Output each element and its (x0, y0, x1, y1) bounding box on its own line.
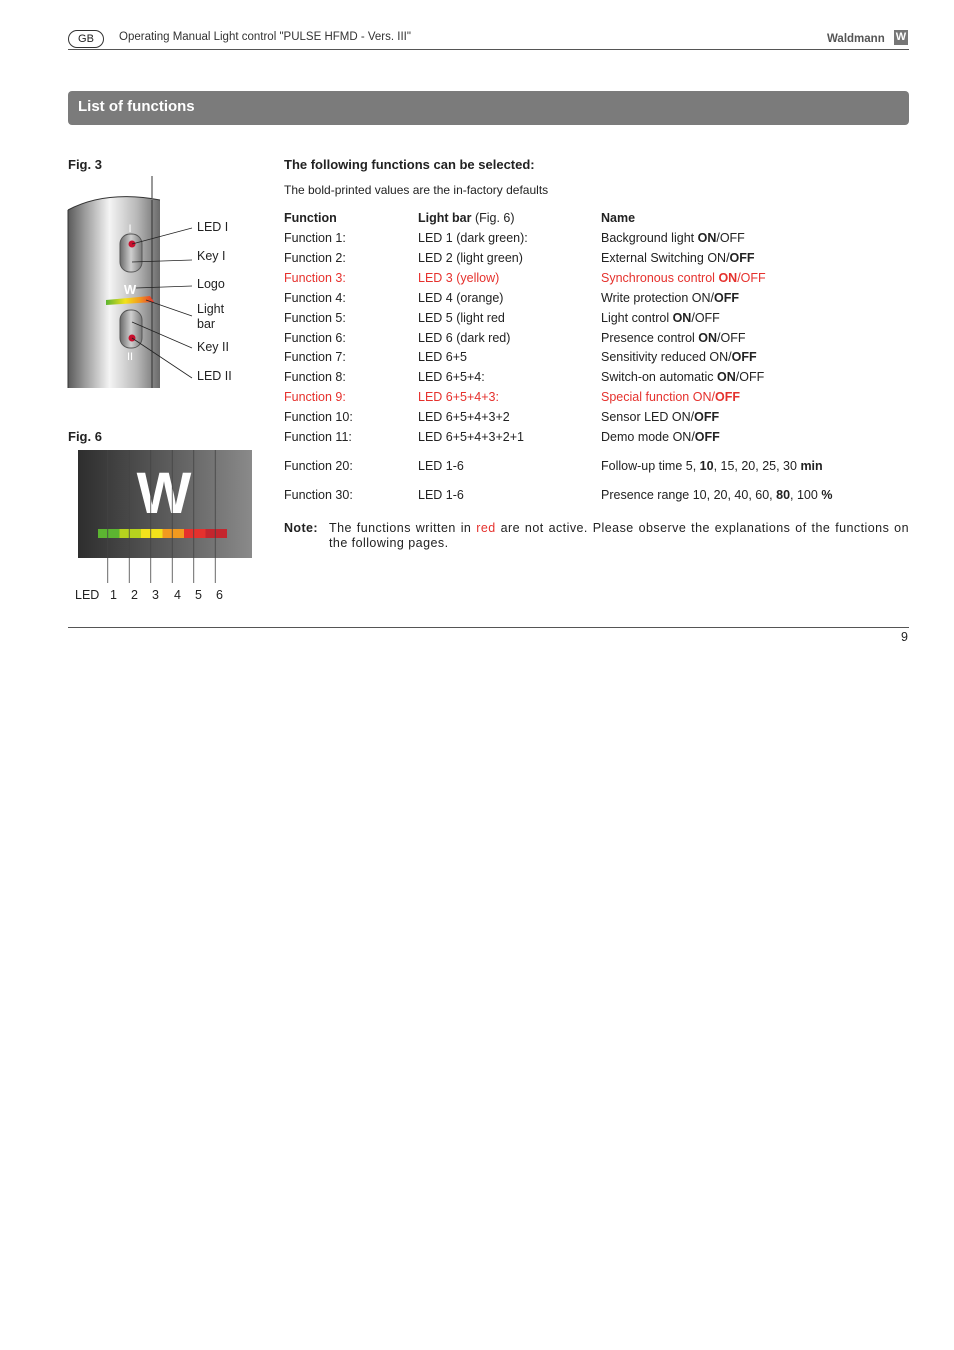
note-text-part: The functions written in (329, 521, 477, 535)
function-name-text: Switch-on automatic (601, 370, 718, 385)
header-lightbar-ref: (Fig. 6) (471, 211, 515, 225)
state-option: OFF (729, 250, 755, 265)
state-option: OFF (719, 231, 745, 245)
led-number-3: 3 (152, 588, 159, 602)
function-led: LED 2 (light green) (418, 250, 523, 265)
logo-mark: W (123, 282, 137, 297)
state-option: ON (698, 330, 718, 345)
note-red-word: red (476, 521, 496, 535)
function-label: Function 8: (284, 370, 346, 385)
state-option: OFF (694, 410, 720, 425)
function-led: LED 6+5 (418, 350, 467, 365)
function-name (601, 430, 720, 444)
fig6-label: Fig. 6 (68, 429, 102, 444)
state-separator: / (690, 410, 695, 425)
state-option: ON (709, 350, 729, 365)
key-i-mark: I (128, 223, 132, 235)
led-number-5: 5 (195, 588, 202, 602)
section-banner (68, 91, 909, 125)
function-label: Function 4: (284, 290, 346, 305)
function-label: Function 5: (284, 310, 346, 325)
state-option: OFF (739, 370, 765, 385)
header-lightbar-label: Light bar (418, 211, 472, 225)
functions-heading: The following functions can be selected: (284, 157, 535, 172)
function-led: LED 4 (orange) (418, 290, 504, 305)
function-name-text: External Switching (601, 250, 708, 265)
function-20-name (601, 459, 823, 473)
function-name (601, 291, 739, 305)
led-number-6: 6 (216, 588, 223, 602)
language-badge: GB (68, 30, 104, 48)
function-name (601, 231, 745, 245)
function-led: LED 6 (dark red) (418, 330, 511, 345)
function-name-text: Presence control (601, 330, 699, 345)
callout-led-i: LED I (197, 220, 229, 234)
function-30-label: Function 30: (284, 488, 353, 502)
function-name-text: Sensor LED (601, 410, 672, 425)
function-name (601, 390, 740, 404)
function-led: LED 6+5+4+3+2+1 (418, 430, 524, 444)
function-name-text: Background light (601, 231, 698, 245)
led-segment-2 (120, 529, 142, 538)
state-option: OFF (720, 330, 746, 345)
function-led: LED 3 (yellow) (418, 270, 500, 285)
note-text-part: are not active. Please observe the explanations of the functions on the following pages. (329, 521, 909, 550)
callout-bar: bar (197, 317, 216, 331)
function-20-default: 10 (699, 459, 714, 473)
fig6-logo-mark: W (136, 461, 192, 526)
led-segment-4 (163, 529, 185, 538)
led-number-4: 4 (174, 588, 181, 602)
state-option: OFF (740, 270, 766, 285)
state-option: ON (718, 270, 738, 285)
function-label: Function 11: (284, 430, 352, 444)
function-led: LED 5 (light red (418, 310, 505, 325)
callout-logo: Logo (197, 277, 225, 291)
state-option: ON (672, 310, 692, 325)
header-name: Name (601, 211, 636, 225)
function-label: Function 3: (284, 270, 346, 285)
function-30-part: Presence range 10, 20, 40, 60, (601, 488, 777, 502)
function-20-unit: min (800, 459, 823, 473)
state-separator: / (717, 330, 721, 345)
function-20-part: , 15, 20, 25, 30 (713, 459, 801, 473)
function-name (601, 251, 755, 265)
state-separator: / (691, 310, 695, 325)
fig6-illustration (78, 450, 252, 558)
note-text (329, 521, 909, 551)
state-option: ON (692, 390, 712, 405)
fig3-illustration (66, 176, 196, 391)
led-segment-6 (206, 529, 228, 538)
callout-light: Light (197, 302, 225, 316)
function-label: Function 10: (284, 410, 353, 425)
state-separator: / (716, 231, 720, 245)
function-name-text: Special function (601, 390, 693, 405)
note-label: Note: (284, 521, 318, 535)
function-name-text: Demo mode (601, 430, 673, 444)
state-option: OFF (714, 290, 740, 305)
led-number-2: 2 (131, 588, 138, 602)
footer-rule (68, 627, 909, 628)
function-name-text: Write protection (601, 290, 692, 305)
function-name-text: Light control (601, 310, 673, 325)
function-20-part: Follow-up time 5, (601, 459, 700, 473)
state-option: ON (697, 231, 717, 245)
function-led: LED 6+5+4+3+2 (418, 410, 510, 425)
state-option: ON (691, 290, 711, 305)
header-function: Function (284, 211, 337, 225)
state-option: OFF (714, 390, 740, 405)
function-name (601, 331, 746, 345)
function-30-part: , 100 (790, 488, 822, 502)
state-separator: / (735, 370, 740, 385)
header-lightbar (418, 211, 515, 225)
state-separator: / (691, 430, 695, 444)
function-label: Function 9: (284, 390, 346, 405)
callout-led-ii: LED II (197, 369, 232, 383)
brand-logo: W (895, 31, 907, 43)
header-rule (68, 49, 909, 50)
function-label: Function 7: (284, 350, 346, 365)
state-option: ON (717, 370, 736, 385)
function-30-unit: % (821, 488, 833, 502)
state-separator: / (711, 390, 715, 405)
document-title: Operating Manual Light control "PULSE HFMD - Vers. III" (119, 31, 411, 43)
function-30-default: 80 (776, 488, 791, 502)
state-option: OFF (731, 350, 757, 365)
callout-key-i: Key I (197, 249, 226, 263)
callout-key-ii: Key II (197, 340, 229, 354)
function-name (601, 410, 719, 424)
function-name (601, 350, 757, 364)
function-label: Function 6: (284, 330, 346, 345)
state-option: ON (672, 430, 692, 444)
state-option: OFF (694, 430, 720, 444)
function-name-text: Synchronous control (601, 270, 719, 285)
function-name (601, 271, 766, 285)
fig3-label: Fig. 3 (68, 157, 102, 172)
function-name (601, 370, 764, 384)
state-separator: / (710, 290, 715, 305)
function-20-led: LED 1-6 (418, 459, 464, 473)
led-number-1: 1 (110, 588, 117, 602)
function-led: LED 1 (dark green): (418, 231, 528, 245)
led-strip (98, 529, 227, 538)
function-20-label: Function 20: (284, 459, 353, 473)
function-led: LED 6+5+4+3: (418, 390, 499, 405)
function-label: Function 2: (284, 250, 346, 265)
section-title: List of functions (78, 98, 195, 115)
state-separator: / (737, 270, 741, 285)
defaults-note: The bold-printed values are the in-factory defaults (284, 183, 549, 197)
state-separator: / (726, 250, 730, 265)
function-name-text: Sensitivity reduced (601, 350, 710, 365)
function-name (601, 311, 720, 325)
led-axis-label: LED (75, 588, 100, 602)
led-segment-3 (141, 529, 163, 538)
function-30-led: LED 1-6 (418, 488, 464, 502)
function-30-name (601, 488, 832, 502)
state-option: ON (707, 250, 727, 265)
state-separator: / (728, 350, 732, 365)
led-segment-1 (98, 529, 120, 538)
led-segment-5 (184, 529, 206, 538)
state-option: ON (671, 410, 691, 425)
brand-name: Waldmann (827, 33, 885, 45)
key-ii-mark: II (126, 351, 134, 363)
function-led: LED 6+5+4: (418, 370, 485, 385)
function-label: Function 1: (284, 231, 346, 245)
state-option: OFF (694, 310, 720, 325)
page-number: 9 (901, 630, 908, 644)
